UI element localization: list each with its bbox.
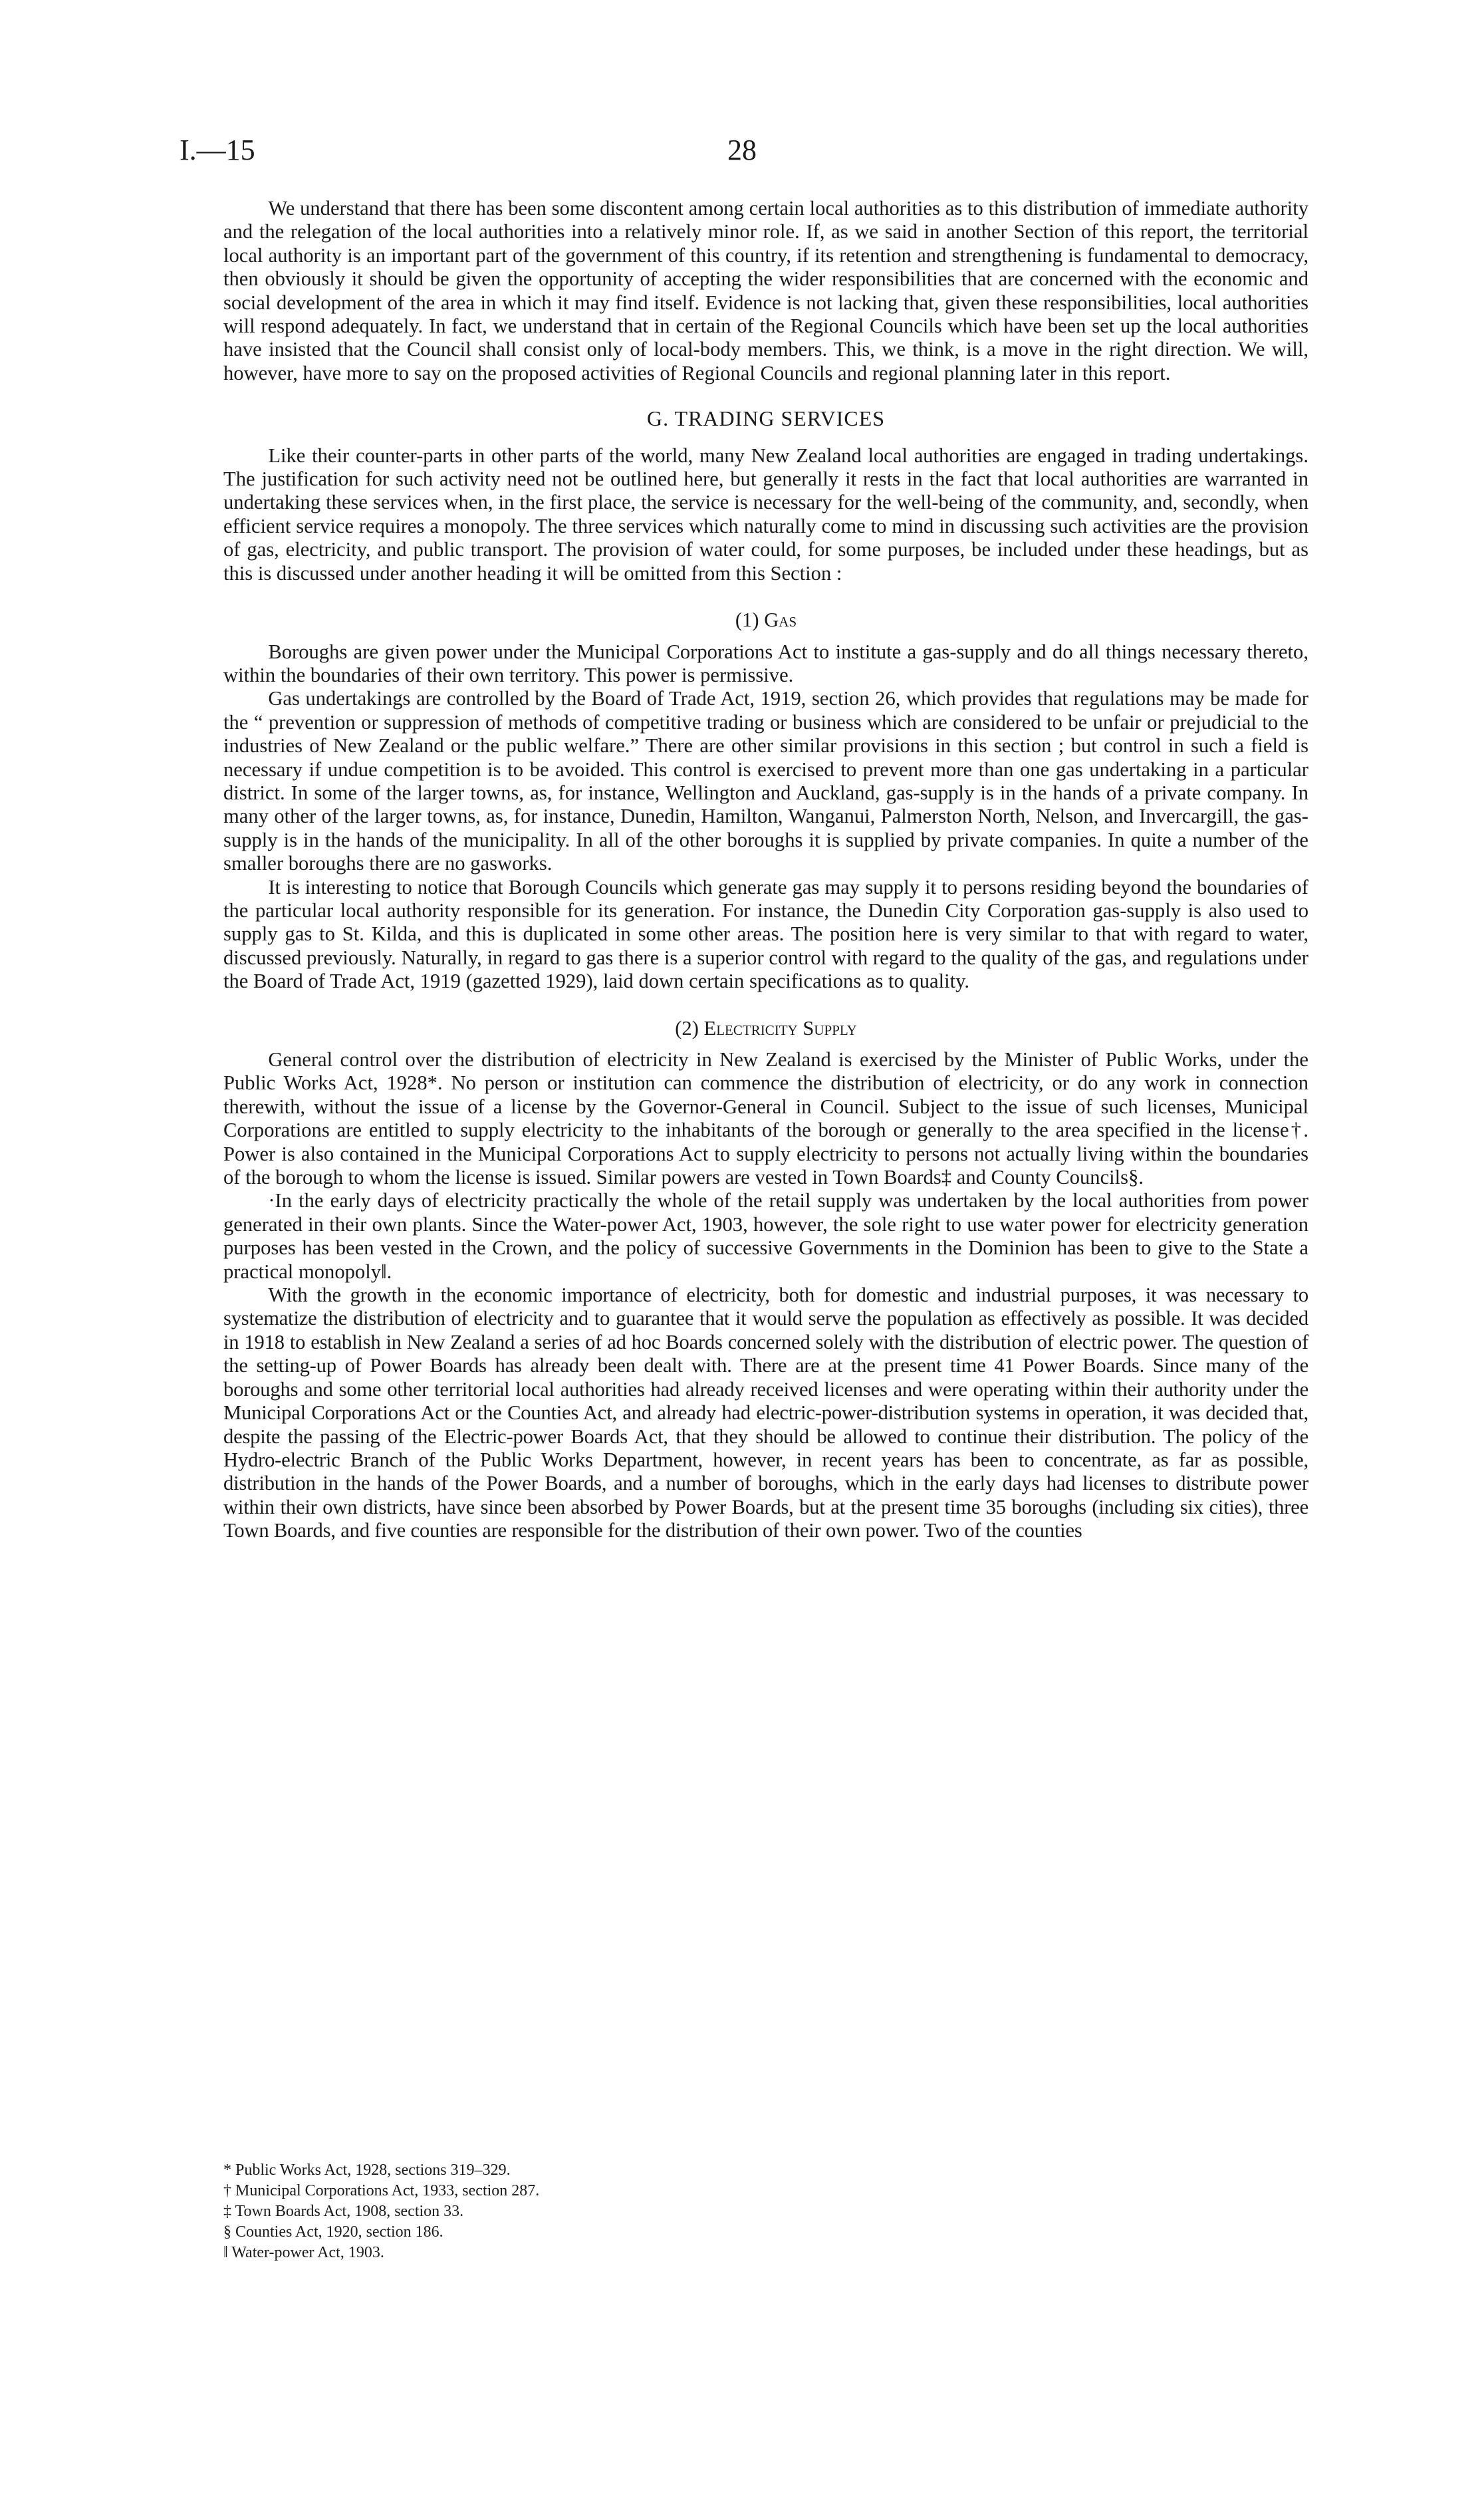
footnote: § Counties Act, 1920, section 186.: [223, 2223, 443, 2241]
footnote: ‡ Town Boards Act, 1908, section 33.: [223, 2203, 464, 2220]
paragraph: It is interesting to notice that Borough Councils which generate gas may supply it to persons residing beyond the boundaries of the particular local authority responsible for its generation. For instance, the Dunedin City Corporation gas-supply is also used to supply gas to St. Kilda, and this is duplicated in some other areas. The position here is very similar to that with regard to water, discussed previously. Naturally, in regard to gas there is a superior control with regard to the quality of the gas, and regulations under the Board of Trade Act, 1919 (gazetted 1929), laid down certain specifications as to quality.: [223, 875, 1308, 993]
paragraph: We understand that there has been some discontent among certain local authorities as to this distribution of immediate authority and the relegation of the local authorities into a relatively minor role. If, as we said in another Section of this report, the territorial local authority is an important part of the government of this country, if its retention and strengthening is fundamental to democracy, then obviously it should be given the opportunity of accepting the wider responsibilities that are concerned with the economic and social development of the area in which it may find itself. Evidence is not lacking that, given these responsibilities, local authorities will respond adequately. In fact, we understand that in certain of the Regional Councils which have been set up the local authorities have insisted that the Council shall consist only of local-body members. This, we think, is a move in the right direction. We will, however, have more to say on the proposed activities of Regional Councils and regional planning later in this report.: [223, 197, 1308, 384]
subsection-title: Gas: [764, 609, 797, 632]
paragraph: ·In the early days of electricity practically the whole of the retail supply was undertaken by the local authorities from power generated in their own plants. Since the Water-power Act, 1903, however, the sole right to use water power for electricity generation purposes has been vested in the Crown, and the policy of successive Governments in the Dominion has been to give to the State a practical monopoly‖.: [223, 1189, 1308, 1283]
footnote: ‖ Water-power Act, 1903.: [223, 2244, 384, 2261]
subsection-heading-gas: [223, 609, 1308, 632]
section-heading: G. TRADING SERVICES: [646, 406, 886, 431]
subsection-title: Electricity Supply: [703, 1016, 857, 1040]
subsection-number: (1): [735, 609, 759, 632]
subsection-number: (2): [675, 1016, 699, 1040]
subsection-heading-electricity: [223, 1017, 1308, 1040]
paragraph: Like their counter-parts in other parts of the world, many New Zealand local authorities are engaged in trading undertakings. The justification for such activity need not be outlined here, but generally it rests in the fact that local authorities are warranted in undertaking these services when, in the first place, the service is necessary for the well-being of the community, and, secondly, when efficient service requires a monopoly. The three services which naturally come to mind in discussing such activities are the provision of gas, electricity, and public transport. The provision of water could, for some purposes, be included under these headings, but as this is discussed under another heading it will be omitted from this Section :: [223, 444, 1308, 585]
page-number: 28: [727, 134, 757, 166]
paragraph: Boroughs are given power under the Municipal Corporations Act to institute a gas-supply and do all things necessary thereto, within the boundaries of their own territory. This power is permissive.: [223, 640, 1308, 686]
footnote: † Municipal Corporations Act, 1933, section 287.: [223, 2182, 540, 2199]
footnotes: [223, 2160, 539, 2263]
paragraph: General control over the distribution of electricity in New Zealand is exercised by the Minister of Public Works, under the Public Works Act, 1928*. No person or institution can commence the distribution of electricity, or do any work in connection therewith, without the issue of a license by the Governor-General in Council. Subject to the issue of such licenses, Municipal Corporations are entitled to supply electricity to the inhabitants of the borough or generally to the area specified in the license†. Power is also contained in the Municipal Corporations Act to supply electricity to persons not actually living within the boundaries of the borough to whom the license is issued. Similar powers are vested in Town Boards‡ and County Councils§.: [223, 1048, 1308, 1189]
paragraph: With the growth in the economic importance of electricity, both for domestic and industrial purposes, it was necessary to systematize the distribution of electricity and to guarantee that it would serve the population as effectively as possible. It was decided in 1918 to establish in New Zealand a series of ad hoc Boards concerned solely with the distribution of electric power. The question of the setting-up of Power Boards has already been dealt with. There are at the present time 41 Power Boards. Since many of the boroughs and some other territorial local authorities had already received licenses and were operating within their authority under the Municipal Corporations Act or the Counties Act, and already had electric-power-distribution systems in operation, it was decided that, despite the passing of the Electric-power Boards Act, that they should be allowed to continue their distribution. The policy of the Hydro-electric Branch of the Public Works Department, however, in recent years has been to concentrate, as far as possible, distribution in the hands of the Power Boards, and a number of boroughs, which in the early days had licenses to distribute power within their own districts, have since been absorbed by Power Boards, but at the present time 35 boroughs (including six cities), three Town Boards, and five counties are responsible for the distribution of their own power. Two of the counties: [223, 1284, 1308, 1542]
document-reference: I.—15: [180, 134, 255, 166]
body-text: [223, 197, 1308, 1543]
footnote: * Public Works Act, 1928, sections 319–329.: [223, 2161, 511, 2179]
paragraph: Gas undertakings are controlled by the Board of Trade Act, 1919, section 26, which provides that regulations may be made for the “ prevention or suppression of methods of competitive trading or business which are considered to be unfair or prejudicial to the industries of New Zealand or the public welfare.” There are other similar provisions in this section ; but control in such a field is necessary if undue competition is to be avoided. This control is exercised to prevent more than one gas undertaking in a particular district. In some of the larger towns, as, for instance, Wellington and Auckland, gas-supply is in the hands of a private company. In many other of the larger towns, as, for instance, Dunedin, Hamilton, Wanganui, Palmerston North, Nelson, and Invercargill, the gas-supply is in the hands of the municipality. In all of the other boroughs it is supplied by private companies. In quite a number of the smaller boroughs there are no gasworks.: [223, 687, 1308, 875]
